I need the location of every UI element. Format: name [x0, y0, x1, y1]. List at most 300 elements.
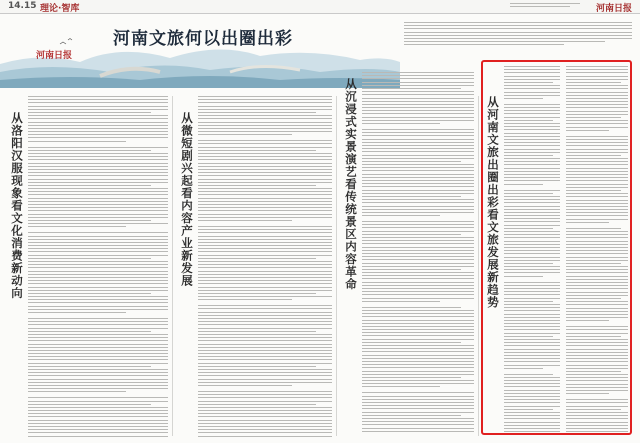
text-line: [28, 410, 168, 411]
text-line: [566, 288, 628, 289]
text-line: [198, 420, 332, 421]
text-line: [198, 140, 332, 141]
text-line: [504, 269, 560, 270]
text-line: [504, 257, 560, 258]
text-line: [362, 313, 474, 314]
text-line: [28, 287, 168, 288]
text-line: [566, 152, 628, 153]
text-line: [504, 98, 543, 99]
text-line: [362, 278, 474, 279]
text-line: [566, 326, 628, 327]
text-line: [28, 118, 168, 119]
text-line: [28, 337, 168, 338]
text-line: [362, 282, 474, 283]
text-line: [198, 242, 332, 243]
text-line: [566, 82, 621, 83]
text-line: [28, 420, 168, 421]
text-line: [198, 416, 332, 417]
text-line: [362, 415, 461, 416]
article-1-body: [28, 96, 168, 439]
text-line: [362, 237, 474, 238]
text-line: [28, 242, 168, 243]
text-line: [362, 167, 474, 168]
text-line: [362, 224, 474, 225]
text-line: [362, 186, 474, 187]
text-line: [28, 350, 168, 351]
text-line: [198, 207, 332, 208]
text-line: [362, 170, 474, 171]
text-line: [198, 255, 332, 256]
text-line: [198, 337, 332, 338]
text-line: [504, 72, 560, 73]
text-line: [28, 267, 168, 268]
text-line: [362, 392, 474, 393]
text-line: [362, 380, 474, 381]
text-line: [362, 323, 474, 324]
text-line: [566, 345, 628, 346]
text-line: [504, 180, 560, 181]
text-line: [362, 294, 474, 295]
text-line: [362, 101, 474, 102]
text-line: [566, 111, 628, 112]
text-line: [28, 175, 168, 176]
text-line: [566, 317, 628, 318]
text-line: [198, 118, 332, 119]
text-line: [504, 202, 560, 203]
text-line: [198, 159, 332, 160]
text-line: [504, 288, 560, 289]
text-line: [566, 320, 609, 321]
text-line: [566, 355, 628, 356]
text-line: [198, 280, 332, 281]
text-line: [504, 317, 560, 318]
text-line: [198, 271, 332, 272]
text-line: [504, 406, 560, 407]
text-line: [28, 251, 168, 252]
text-line: [504, 117, 560, 118]
text-line: [566, 231, 628, 232]
text-line: [504, 76, 560, 77]
text-line: [566, 155, 621, 156]
text-line: [566, 101, 628, 102]
text-line: [198, 217, 332, 218]
text-line: [362, 107, 474, 108]
text-line: [566, 311, 628, 312]
text-line: [566, 123, 628, 124]
text-line: [566, 276, 628, 277]
text-line: [504, 314, 560, 315]
article-2-headline: 从微短剧兴起看内容产业新发展: [180, 112, 194, 287]
text-line: [566, 149, 628, 150]
text-line: [566, 250, 628, 251]
text-line: [504, 399, 560, 400]
text-line: [504, 142, 560, 143]
text-line: [198, 131, 332, 132]
text-line: [362, 345, 474, 346]
text-line: [198, 353, 332, 354]
text-line: [198, 163, 332, 164]
text-line: [28, 112, 151, 113]
text-line: [198, 350, 332, 351]
text-line: [362, 142, 474, 143]
text-line: [198, 188, 332, 189]
text-line: [198, 248, 332, 249]
text-line: [198, 369, 332, 370]
article-4-headline: 从河南文旅出圈出彩看文旅发展新趋势: [486, 96, 500, 309]
text-line: [28, 334, 168, 335]
text-line: [28, 201, 168, 202]
text-line: [566, 107, 628, 108]
text-line: [28, 226, 126, 227]
text-line: [28, 436, 168, 437]
text-line: [198, 153, 332, 154]
text-line: [362, 72, 474, 73]
text-line: [504, 263, 553, 264]
text-line: [566, 222, 609, 223]
article-1-headline: 从洛阳汉服现象看文化消费新动向: [10, 112, 24, 300]
text-line: [28, 239, 168, 240]
text-line: [28, 169, 168, 170]
text-line: [28, 141, 126, 142]
text-line: [198, 321, 332, 322]
text-line: [504, 196, 560, 197]
text-line: [198, 109, 332, 110]
text-line: [504, 177, 560, 178]
text-line: [28, 293, 151, 294]
text-line: [362, 104, 474, 105]
text-line: [566, 219, 628, 220]
text-line: [198, 404, 316, 405]
text-line: [504, 231, 560, 232]
text-line: [198, 324, 332, 325]
text-line: [28, 204, 168, 205]
text-line: [504, 422, 560, 423]
text-line: [504, 304, 560, 305]
text-line: [198, 410, 332, 411]
text-line: [198, 372, 332, 373]
text-line: [504, 123, 560, 124]
text-line: [362, 291, 474, 292]
article-3-headline: 从沉浸式实景演艺看传统景区内容革命: [344, 78, 358, 291]
text-line: [198, 429, 332, 430]
text-line: [362, 307, 461, 308]
text-line: [566, 428, 628, 429]
text-line: [566, 339, 628, 340]
text-line: [362, 396, 474, 397]
text-line: [504, 253, 560, 254]
text-line: [28, 106, 168, 107]
text-line: [362, 151, 474, 152]
text-line: [504, 104, 560, 105]
text-line: [198, 179, 332, 180]
text-line: [362, 301, 440, 302]
text-line: [504, 361, 560, 362]
text-line: [198, 379, 332, 380]
text-line: [566, 314, 628, 315]
text-line: [198, 267, 332, 268]
text-line: [566, 272, 628, 273]
text-line: [198, 382, 332, 383]
text-line: [566, 117, 621, 118]
text-line: [28, 401, 168, 402]
text-line: [198, 318, 332, 319]
text-line: [28, 372, 168, 373]
text-line: [198, 106, 332, 107]
text-line: [28, 379, 168, 380]
text-line: [566, 380, 628, 381]
masthead: [0, 0, 640, 14]
text-line: [198, 258, 316, 259]
text-line: [28, 185, 151, 186]
article-4-body-left: [504, 66, 560, 434]
text-line: [566, 209, 628, 210]
text-line: [566, 308, 628, 309]
text-line: [504, 333, 560, 334]
text-line: [28, 318, 168, 319]
text-line: [362, 418, 474, 419]
text-line: [566, 187, 628, 188]
text-line: [566, 358, 628, 359]
text-line: [566, 72, 628, 73]
text-line: [28, 172, 168, 173]
text-line: [28, 220, 151, 221]
text-line: [504, 110, 560, 111]
text-line: [566, 425, 628, 426]
text-line: [566, 203, 628, 204]
text-line: [504, 199, 560, 200]
text-line: [362, 412, 474, 413]
column-divider: [172, 96, 173, 436]
text-line: [504, 352, 560, 353]
text-line: [504, 349, 560, 350]
text-line: [198, 102, 332, 103]
intro-note: [404, 22, 632, 58]
text-line: [504, 209, 560, 210]
text-line: [566, 136, 628, 137]
text-line: [362, 129, 474, 130]
text-line: [198, 191, 332, 192]
text-line: [566, 244, 628, 245]
text-line: [362, 402, 474, 403]
text-line: [198, 366, 316, 367]
text-line: [504, 301, 553, 302]
text-line: [566, 228, 621, 229]
text-line: [28, 375, 168, 376]
text-line: [504, 250, 560, 251]
text-line: [198, 331, 316, 332]
text-line: [362, 82, 474, 83]
text-line: [28, 344, 168, 345]
text-line: [28, 404, 151, 405]
text-line: [198, 150, 316, 151]
text-line: [198, 245, 332, 246]
text-line: [504, 329, 560, 330]
text-line: [504, 326, 560, 327]
text-line: [362, 326, 474, 327]
text-line: [362, 405, 474, 406]
text-line: [504, 377, 560, 378]
text-line: [566, 361, 628, 362]
text-line: [362, 377, 461, 378]
text-line: [566, 104, 628, 105]
text-line: [362, 209, 474, 210]
text-line: [28, 179, 168, 180]
text-line: [362, 139, 474, 140]
text-line: [566, 431, 628, 432]
text-line: [566, 193, 628, 194]
text-line: [28, 182, 168, 183]
text-line: [504, 158, 560, 159]
text-line: [198, 397, 332, 398]
text-line: [28, 210, 168, 211]
text-line: [198, 198, 332, 199]
text-line: [198, 99, 332, 100]
text-line: [566, 130, 609, 131]
text-line: [28, 245, 168, 246]
text-line: [566, 98, 628, 99]
text-line: [504, 425, 560, 426]
text-line: [28, 321, 168, 322]
text-line: [504, 368, 543, 369]
text-line: [566, 164, 628, 165]
text-line: [28, 274, 168, 275]
text-line: [566, 415, 628, 416]
text-line: [504, 282, 560, 283]
article-4-body-right: [566, 66, 628, 434]
text-line: [362, 199, 474, 200]
text-line: [504, 139, 560, 140]
page-number: 14.15: [8, 1, 37, 11]
text-line: [504, 396, 560, 397]
article-3-body: [362, 72, 474, 434]
text-line: [28, 423, 168, 424]
text-line: [198, 220, 292, 221]
column-divider: [336, 96, 337, 436]
text-line: [566, 76, 628, 77]
text-line: [28, 99, 168, 100]
text-line: [28, 147, 168, 148]
text-line: [28, 356, 168, 357]
masthead-meta: [510, 3, 580, 11]
text-line: [566, 352, 628, 353]
text-line: [362, 234, 461, 235]
text-line: [566, 237, 628, 238]
text-line: [566, 234, 628, 235]
text-line: [566, 393, 609, 394]
text-line: [504, 66, 560, 67]
text-line: [504, 260, 560, 261]
text-line: [504, 190, 560, 191]
text-line: [566, 295, 628, 296]
text-line: [28, 347, 168, 348]
text-line: [362, 310, 474, 311]
text-line: [28, 122, 168, 123]
text-line: [198, 156, 332, 157]
text-line: [362, 367, 474, 368]
text-line: [362, 85, 474, 86]
text-line: [28, 340, 168, 341]
text-line: [198, 204, 332, 205]
text-line: [362, 180, 474, 181]
text-line: [362, 342, 461, 343]
text-line: [504, 386, 560, 387]
text-line: [566, 241, 628, 242]
text-line: [566, 215, 628, 216]
text-line: [504, 247, 560, 248]
text-line: [28, 223, 168, 224]
text-line: [198, 334, 332, 335]
banner-title: 河南文旅何以出圈出彩: [113, 29, 293, 49]
text-line: [28, 159, 168, 160]
text-line: [28, 328, 168, 329]
text-line: [198, 436, 332, 437]
text-line: [566, 292, 628, 293]
text-line: [504, 107, 560, 108]
text-line: [198, 96, 332, 97]
text-line: [28, 194, 168, 195]
text-line: [198, 299, 292, 300]
text-line: [566, 161, 628, 162]
text-line: [504, 88, 560, 89]
text-line: [504, 339, 560, 340]
text-line: [198, 274, 332, 275]
text-line: [198, 239, 332, 240]
text-line: [566, 177, 628, 178]
text-line: [28, 166, 168, 167]
text-line: [198, 344, 332, 345]
text-line: [566, 66, 628, 67]
text-line: [362, 288, 474, 289]
text-line: [504, 145, 560, 146]
text-line: [504, 95, 560, 96]
column-divider: [478, 96, 479, 436]
text-line: [504, 221, 560, 222]
text-line: [362, 253, 474, 254]
text-line: [504, 291, 560, 292]
text-line: [362, 110, 474, 111]
text-line: [566, 174, 628, 175]
text-line: [198, 185, 316, 186]
text-line: [566, 196, 628, 197]
text-line: [362, 212, 474, 213]
text-line: [566, 257, 628, 258]
text-line: [198, 296, 332, 297]
text-line: [362, 113, 474, 114]
text-line: [198, 194, 332, 195]
text-line: [28, 283, 168, 284]
text-line: [362, 196, 461, 197]
text-line: [28, 312, 126, 313]
text-line: [28, 385, 168, 386]
text-line: [566, 333, 628, 334]
text-line: [504, 428, 560, 429]
text-line: [198, 226, 332, 227]
text-line: [504, 184, 543, 185]
text-line: [198, 356, 332, 357]
text-line: [566, 418, 628, 419]
text-line: [504, 161, 560, 162]
text-line: [198, 394, 332, 395]
brand-logo: 河南日报: [36, 51, 73, 61]
text-line: [198, 277, 332, 278]
text-line: [566, 114, 628, 115]
text-line: [28, 131, 168, 132]
text-line: [504, 244, 560, 245]
text-line: [198, 261, 332, 262]
text-line: [362, 91, 474, 92]
text-line: [566, 95, 628, 96]
text-line: [504, 365, 560, 366]
